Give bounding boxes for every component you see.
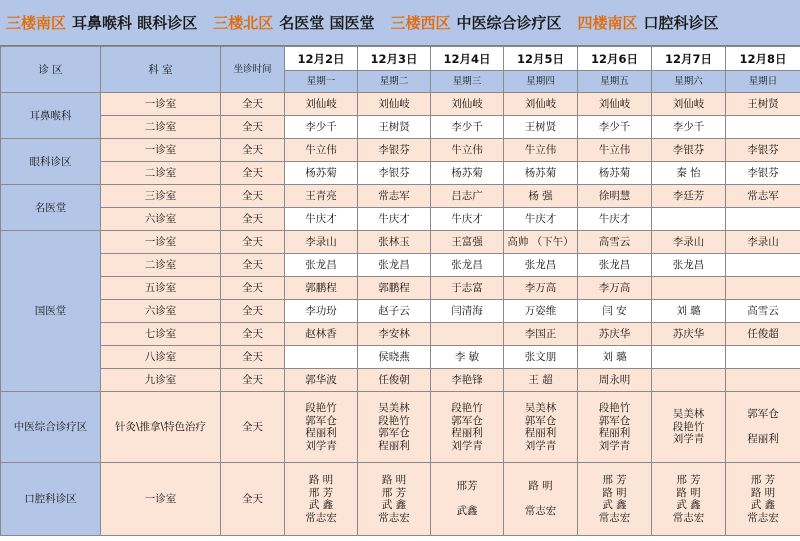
doctor-cell: 李 敏: [431, 346, 504, 369]
doctor-cell: 李安林: [358, 323, 431, 346]
time-cell: 全天: [221, 116, 285, 139]
doctor-name: 路 明: [308, 474, 334, 486]
doctor-cell: 刘仙岐: [652, 93, 726, 116]
doctor-name: 吴美林: [672, 408, 705, 421]
doctor-cell: [726, 346, 800, 369]
doctor-cell: 秦 怡: [652, 162, 726, 185]
doctor-list-cell: [504, 392, 578, 463]
schedule-table: [0, 46, 800, 536]
doctor-cell: [726, 254, 800, 277]
table-row: [1, 93, 800, 116]
doctor-cell: 张龙昌: [431, 254, 504, 277]
time-cell: 全天: [221, 93, 285, 116]
doctor-name: 吴美林: [378, 402, 410, 414]
doctor-cell: 苏庆华: [652, 323, 726, 346]
doctor-name: 邢 芳: [750, 474, 776, 486]
doctor-name: 路 明: [528, 480, 553, 493]
doctor-list-cell: [652, 463, 726, 536]
doctor-name: 邢 芳: [308, 486, 334, 499]
table-row: [1, 300, 800, 323]
doctor-name: 路 明: [676, 486, 701, 499]
doctor-cell: [431, 323, 504, 346]
doctor-cell: 李录山: [285, 231, 358, 254]
doctor-name: 程丽利: [305, 427, 337, 439]
doctor-name: 邢 芳: [676, 474, 701, 486]
time-cell: 全天: [221, 185, 285, 208]
doctor-name: 邢芳: [456, 480, 478, 493]
doctor-cell: 任俊超: [726, 323, 800, 346]
doctor-cell: 任俊朝: [358, 369, 431, 392]
doctor-cell: 张文朋: [504, 346, 578, 369]
table-row: [1, 162, 800, 185]
doctor-cell: 李少千: [285, 116, 358, 139]
time-cell: 全天: [221, 300, 285, 323]
date-header: 12月7日: [652, 47, 726, 71]
doctor-cell: 牛立伟: [504, 139, 578, 162]
weekday-header: 星期六: [652, 71, 726, 93]
time-cell: 全天: [221, 323, 285, 346]
area-cell: 口腔科诊区: [1, 463, 101, 536]
doctor-cell: 刘仙岐: [431, 93, 504, 116]
room-cell: 二诊室: [101, 254, 221, 277]
room-cell: 一诊室: [101, 139, 221, 162]
time-cell: 全天: [221, 463, 285, 536]
weekday-header: 星期四: [504, 71, 578, 93]
doctor-list-cell: [726, 392, 800, 463]
doctor-name: 路 明: [750, 486, 776, 499]
doctor-cell: 张龙昌: [652, 254, 726, 277]
doctor-cell: 刘仙岐: [358, 93, 431, 116]
room-cell: 一诊室: [101, 231, 221, 254]
doctor-cell: 张龙昌: [504, 254, 578, 277]
doctor-list-cell: [652, 392, 726, 463]
table-row: [1, 139, 800, 162]
doctor-cell: 刘仙岐: [504, 93, 578, 116]
doctor-cell: 苏庆华: [578, 323, 652, 346]
doctor-name: 刘学青: [672, 433, 705, 446]
doctor-list-cell: [285, 463, 358, 536]
doctor-name: 武 鑫: [602, 499, 627, 511]
table-row: [1, 254, 800, 277]
doctor-cell: 郭鹏程: [358, 277, 431, 300]
doctor-list-cell: [726, 463, 800, 536]
doctor-name: 武 鑫: [381, 499, 407, 511]
doctor-cell: 张龙昌: [578, 254, 652, 277]
time-cell: 全天: [221, 208, 285, 231]
room-cell: 六诊室: [101, 300, 221, 323]
doctor-name: 段艳竹: [451, 402, 483, 414]
header-row-dates: [1, 47, 800, 71]
doctor-name: 刘学青: [524, 439, 557, 452]
doctor-name: 常志宏: [672, 511, 705, 524]
doctor-name: 郭军仓: [451, 414, 483, 427]
doctor-cell: 郭鹏程: [285, 277, 358, 300]
room-cell: 六诊室: [101, 208, 221, 231]
date-header: 12月4日: [431, 47, 504, 71]
doctor-list-cell: [431, 392, 504, 463]
area-cell: 耳鼻喉科: [1, 93, 101, 139]
doctor-name: 段艳竹: [672, 420, 705, 433]
weekday-header: 星期一: [285, 71, 358, 93]
doctor-cell: 刘仙岐: [285, 93, 358, 116]
doctor-cell: 牛立伟: [578, 139, 652, 162]
doctor-cell: 李少千: [652, 116, 726, 139]
tcm-row: [1, 392, 800, 463]
doctor-name: 程丽利: [451, 427, 483, 439]
doctor-cell: 牛庆才: [578, 208, 652, 231]
doctor-name: 刘学青: [598, 439, 631, 452]
doctor-cell: 李少千: [578, 116, 652, 139]
date-header: 12月6日: [578, 47, 652, 71]
area-cell: 眼科诊区: [1, 139, 101, 185]
doctor-name: 段艳竹: [305, 402, 337, 414]
doctor-name: 武 鑫: [750, 499, 776, 511]
doctor-cell: 李录山: [652, 231, 726, 254]
doctor-cell: [652, 346, 726, 369]
doctor-name: 郭军仓: [524, 414, 557, 427]
doctor-list-cell: [431, 463, 504, 536]
banner-segment-3: 三楼西区 中医综合诊疗区: [390, 14, 562, 32]
doctor-cell: 杨苏菊: [578, 162, 652, 185]
doctor-cell: 李万高: [578, 277, 652, 300]
banner-segment-1: 三楼南区 耳鼻喉科 眼科诊区: [6, 14, 198, 32]
doctor-cell: 李银芬: [726, 162, 800, 185]
room-cell: 七诊室: [101, 323, 221, 346]
doctor-cell: 牛庆才: [504, 208, 578, 231]
doctor-cell: [285, 346, 358, 369]
doctor-cell: 高帅 （下午）: [504, 231, 578, 254]
area-header: 诊 区: [1, 47, 101, 93]
doctor-cell: 李银芬: [358, 139, 431, 162]
doctor-name: 武鑫: [456, 505, 478, 518]
table-row: [1, 277, 800, 300]
doctor-list-cell: [578, 463, 652, 536]
doctor-cell: 常志军: [358, 185, 431, 208]
room-cell: 针灸\推拿\特色治疗: [101, 392, 221, 463]
doctor-cell: 刘 璐: [652, 300, 726, 323]
date-header: 12月3日: [358, 47, 431, 71]
doctor-cell: [652, 277, 726, 300]
doctor-name: [431, 493, 503, 506]
time-cell: 全天: [221, 277, 285, 300]
doctor-name: 武 鑫: [308, 499, 334, 511]
doctor-cell: 牛庆才: [358, 208, 431, 231]
doctor-name: 段艳竹: [378, 414, 410, 427]
doctor-name: 程丽利: [524, 427, 557, 439]
time-header: 坐诊时间: [221, 47, 285, 93]
date-header: 12月2日: [285, 47, 358, 71]
doctor-name: 郭军仓: [378, 427, 410, 439]
weekday-header: 星期日: [726, 71, 800, 93]
table-row: [1, 116, 800, 139]
table-row: [1, 346, 800, 369]
room-cell: 九诊室: [101, 369, 221, 392]
doctor-cell: 张林玉: [358, 231, 431, 254]
doctor-cell: 闫 安: [578, 300, 652, 323]
doctor-name: 常志宏: [378, 511, 410, 524]
doctor-cell: 牛庆才: [285, 208, 358, 231]
doctor-cell: 李国正: [504, 323, 578, 346]
doctor-cell: 杨 强: [504, 185, 578, 208]
doctor-name: 常志宏: [305, 511, 337, 524]
doctor-name: 刘学青: [451, 439, 483, 452]
doctor-cell: 高雪云: [726, 300, 800, 323]
doctor-cell: [726, 277, 800, 300]
doctor-cell: 刘 璐: [578, 346, 652, 369]
doctor-cell: [652, 208, 726, 231]
room-cell: 一诊室: [101, 463, 221, 536]
room-header: 科 室: [101, 47, 221, 93]
room-cell: 八诊室: [101, 346, 221, 369]
doctor-list-cell: [358, 463, 431, 536]
doctor-cell: 杨苏菊: [431, 162, 504, 185]
doctor-name: 路 明: [602, 486, 627, 499]
doctor-cell: 王树贤: [726, 93, 800, 116]
area-cell: 名医堂: [1, 185, 101, 231]
doctor-list-cell: [285, 392, 358, 463]
time-cell: 全天: [221, 139, 285, 162]
weekday-header: 星期二: [358, 71, 431, 93]
room-cell: 二诊室: [101, 162, 221, 185]
doctor-cell: 王树贤: [504, 116, 578, 139]
doctor-cell: 刘仙岐: [578, 93, 652, 116]
doctor-cell: 王青亮: [285, 185, 358, 208]
table-row: [1, 231, 800, 254]
room-cell: 一诊室: [101, 93, 221, 116]
doctor-cell: [726, 369, 800, 392]
doctor-name: 常志宏: [524, 505, 557, 518]
doctor-cell: 于志富: [431, 277, 504, 300]
doctor-cell: 万姿维: [504, 300, 578, 323]
doctor-list-cell: [504, 463, 578, 536]
time-cell: 全天: [221, 346, 285, 369]
doctor-cell: 李银芬: [726, 139, 800, 162]
date-header: 12月5日: [504, 47, 578, 71]
doctor-cell: [652, 369, 726, 392]
doctor-cell: 王树贤: [358, 116, 431, 139]
time-cell: 全天: [221, 254, 285, 277]
doctor-name: 邢 芳: [602, 474, 627, 486]
room-cell: 三诊室: [101, 185, 221, 208]
banner-segment-2: 三楼北区 名医堂 国医堂: [213, 14, 375, 32]
doctor-cell: 李万高: [504, 277, 578, 300]
doctor-name: 吴美林: [524, 402, 557, 414]
doctor-cell: 高雪云: [578, 231, 652, 254]
doctor-cell: 徐明慧: [578, 185, 652, 208]
dental-row: [1, 463, 800, 536]
doctor-name: [504, 493, 577, 506]
doctor-name: 刘学青: [305, 439, 337, 452]
doctor-cell: 常志军: [726, 185, 800, 208]
doctor-cell: 赵林香: [285, 323, 358, 346]
doctor-cell: 李廷芳: [652, 185, 726, 208]
time-cell: 全天: [221, 231, 285, 254]
time-cell: 全天: [221, 369, 285, 392]
table-row: [1, 208, 800, 231]
doctor-cell: 杨苏菊: [504, 162, 578, 185]
doctor-cell: 王 超: [504, 369, 578, 392]
table-row: [1, 323, 800, 346]
doctor-cell: 周永明: [578, 369, 652, 392]
doctor-cell: 李功玢: [285, 300, 358, 323]
table-row: [1, 369, 800, 392]
doctor-name: 常志宏: [598, 511, 631, 524]
doctor-cell: 侯晓燕: [358, 346, 431, 369]
doctor-cell: 吕志广: [431, 185, 504, 208]
area-cell: 中医综合诊疗区: [1, 392, 101, 463]
doctor-cell: 牛立伟: [285, 139, 358, 162]
doctor-cell: 赵子云: [358, 300, 431, 323]
date-header: 12月8日: [726, 47, 800, 71]
doctor-cell: 李录山: [726, 231, 800, 254]
doctor-name: 郭军仓: [747, 408, 779, 421]
doctor-cell: 张龙昌: [285, 254, 358, 277]
location-banner: [0, 0, 800, 46]
doctor-name: 路 明: [381, 474, 407, 486]
doctor-cell: 牛庆才: [431, 208, 504, 231]
doctor-cell: 李银芬: [358, 162, 431, 185]
doctor-cell: 牛立伟: [431, 139, 504, 162]
time-cell: 全天: [221, 392, 285, 463]
doctor-name: 常志宏: [747, 511, 779, 524]
weekday-header: 星期三: [431, 71, 504, 93]
doctor-list-cell: [578, 392, 652, 463]
doctor-name: 邢 芳: [381, 486, 407, 499]
doctor-cell: 李艳锋: [431, 369, 504, 392]
doctor-cell: [726, 116, 800, 139]
area-cell: 国医堂: [1, 231, 101, 392]
banner-segment-4: 四楼南区 口腔科诊区: [577, 14, 719, 32]
doctor-name: 程丽利: [598, 427, 631, 439]
doctor-list-cell: [358, 392, 431, 463]
doctor-name: 郭军仓: [598, 414, 631, 427]
time-cell: 全天: [221, 162, 285, 185]
doctor-name: 段艳竹: [598, 402, 631, 414]
doctor-cell: 李少千: [431, 116, 504, 139]
room-cell: 五诊室: [101, 277, 221, 300]
weekday-header: 星期五: [578, 71, 652, 93]
doctor-cell: 李银芬: [652, 139, 726, 162]
doctor-cell: 郭华波: [285, 369, 358, 392]
doctor-name: 程丽利: [747, 433, 779, 446]
room-cell: 二诊室: [101, 116, 221, 139]
doctor-name: 武 鑫: [676, 499, 701, 511]
doctor-name: 程丽利: [378, 439, 410, 452]
table-row: [1, 185, 800, 208]
doctor-cell: 张龙昌: [358, 254, 431, 277]
doctor-cell: [726, 208, 800, 231]
doctor-cell: 杨苏菊: [285, 162, 358, 185]
doctor-name: [726, 421, 800, 434]
doctor-cell: 王富强: [431, 231, 504, 254]
doctor-name: 郭军仓: [305, 414, 337, 427]
doctor-cell: 闫清海: [431, 300, 504, 323]
